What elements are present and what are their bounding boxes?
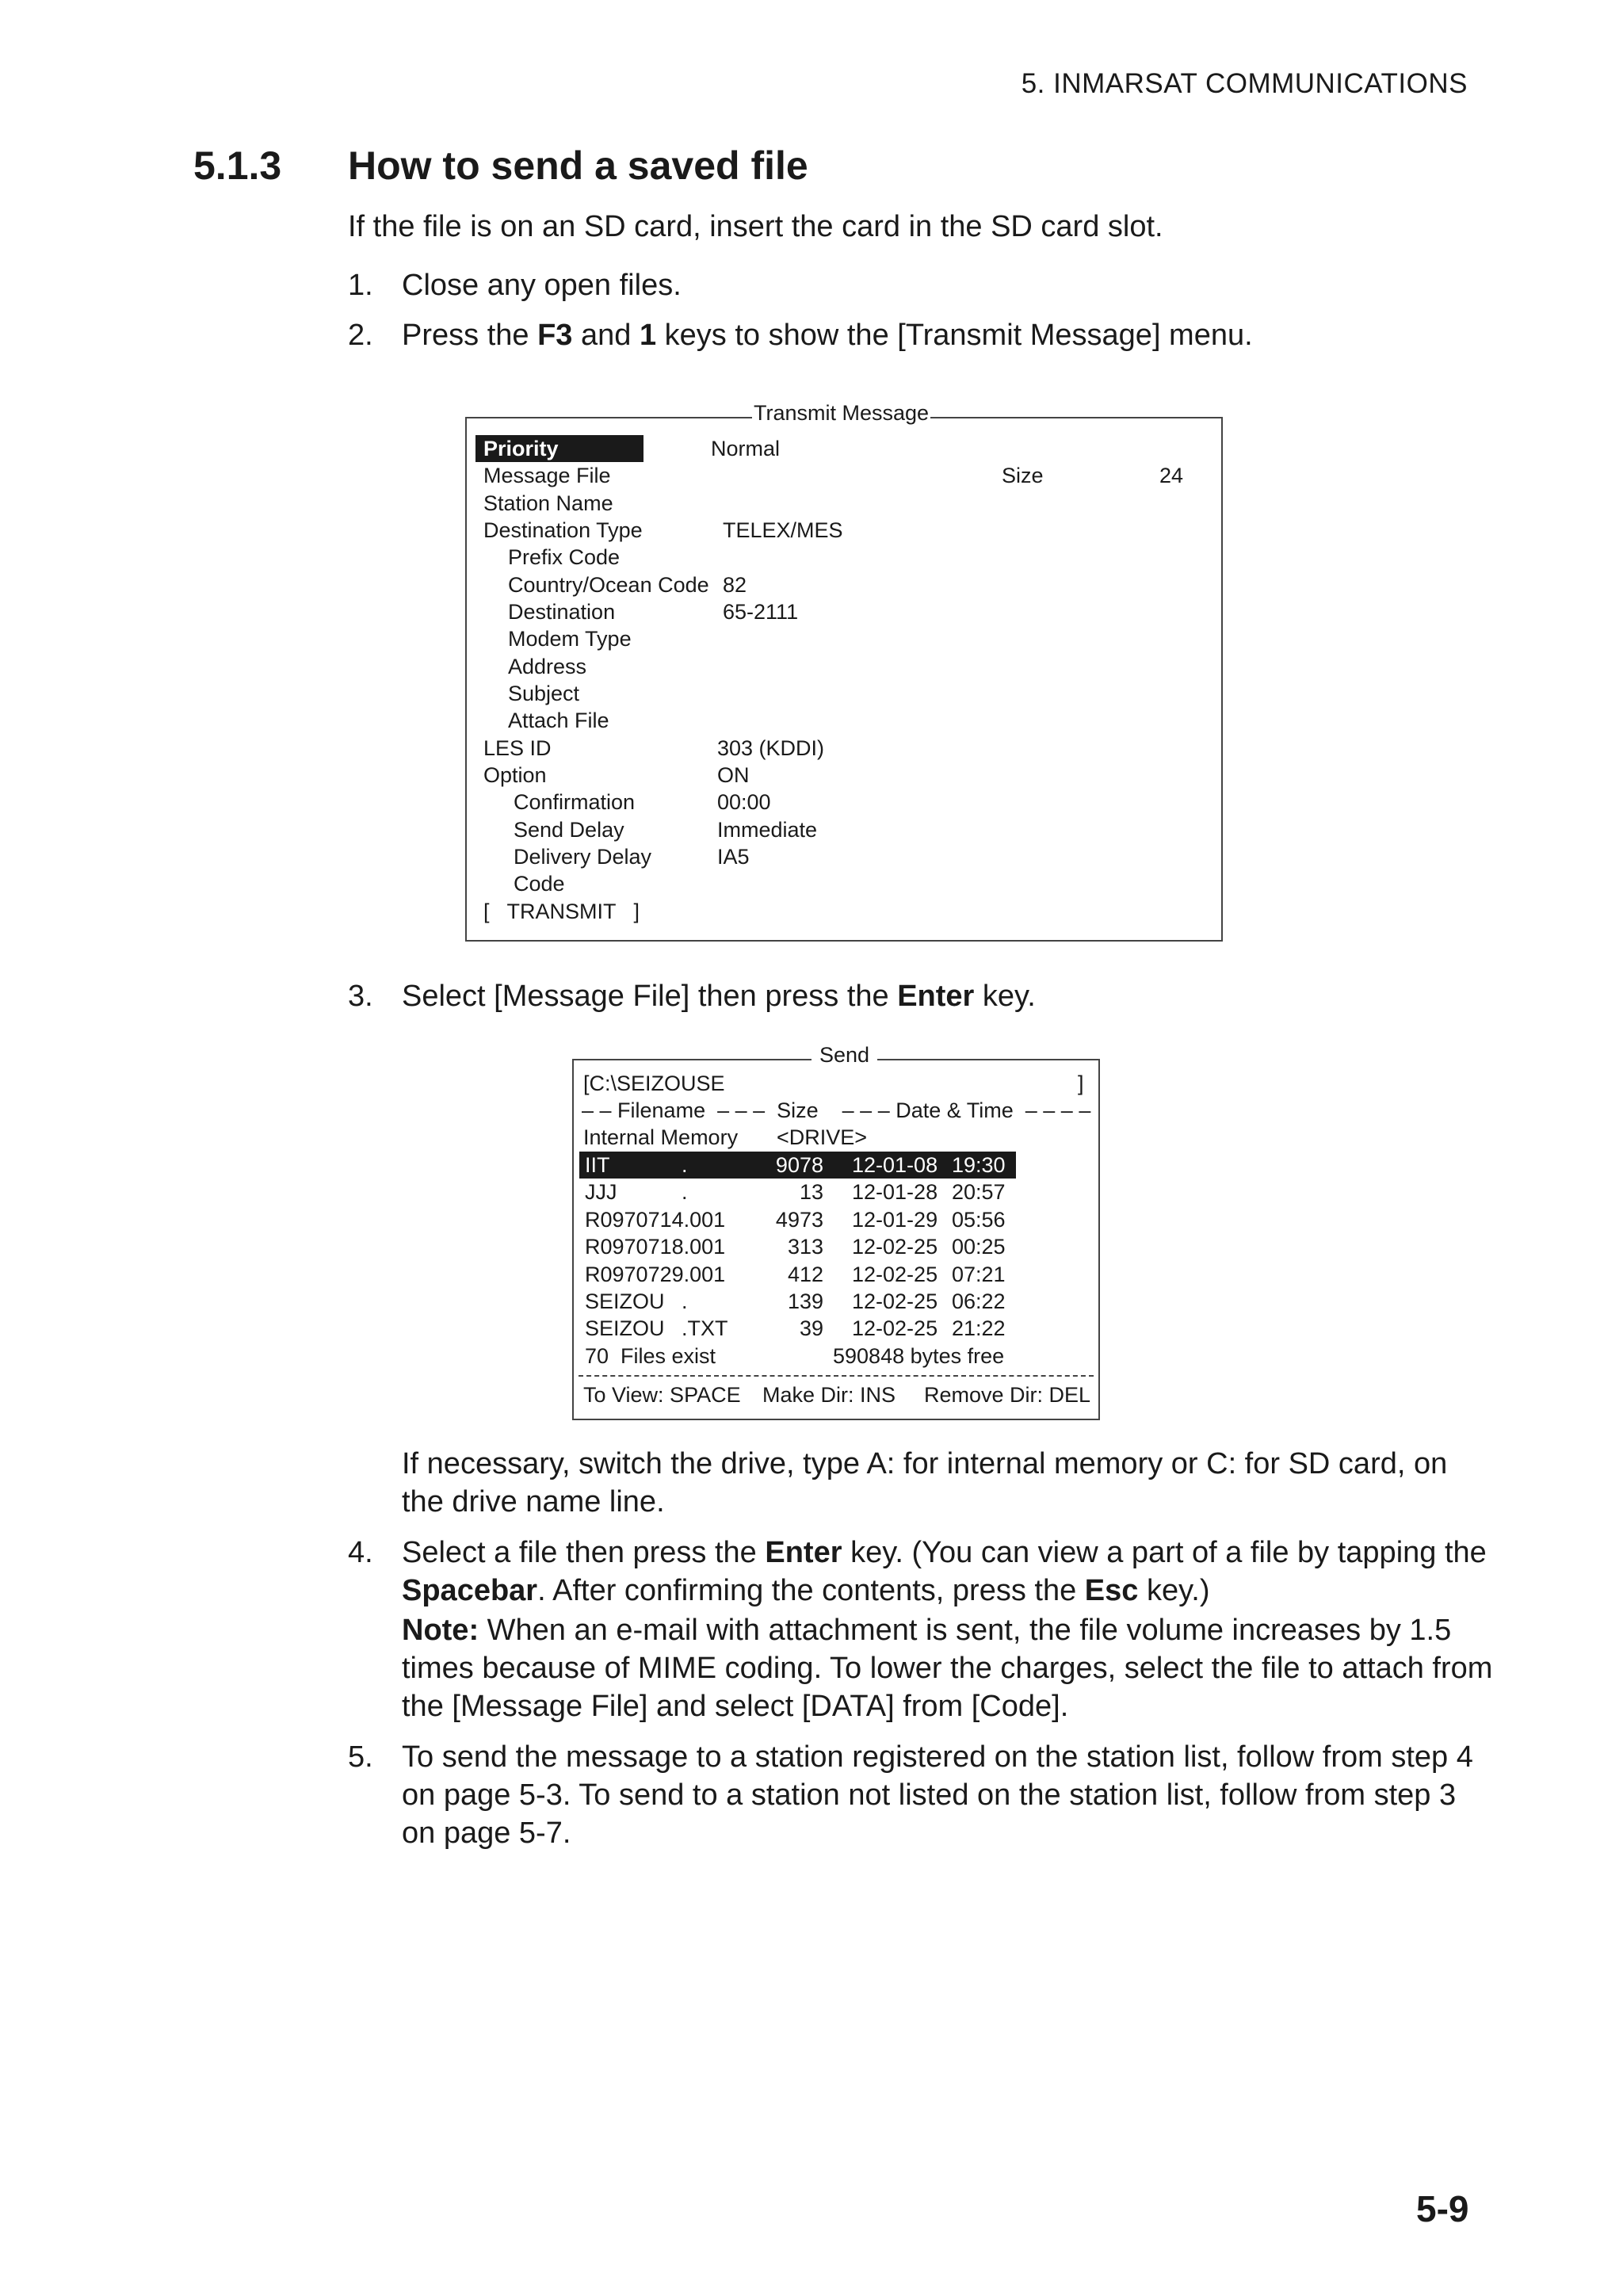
les-id-value: 303 (KDDI) bbox=[717, 736, 825, 760]
file-name: SEIZOU bbox=[585, 1316, 665, 1340]
file-date: 12-01-29 bbox=[852, 1208, 938, 1232]
file-time: 06:22 bbox=[952, 1289, 1006, 1313]
intro-paragraph: If the file is on an SD card, insert the card in the SD card slot. bbox=[348, 210, 1163, 243]
size-value: 24 bbox=[1159, 464, 1184, 487]
file-time: 20:57 bbox=[952, 1180, 1006, 1204]
confirmation-value: 00:00 bbox=[717, 790, 771, 814]
step-3-note-line-1: If necessary, switch the drive, type A: for internal memory or C: for SD card, on bbox=[402, 1447, 1448, 1480]
note-line-2: times because of MIME coding. To lower the charges, select the file to attach from bbox=[402, 1652, 1493, 1685]
step-text: Select [Message File] then press the Enter key. bbox=[402, 980, 1036, 1013]
menu-item-code[interactable]: Code bbox=[514, 872, 565, 896]
file-time: 00:25 bbox=[952, 1235, 1006, 1259]
send-delay-value: Immediate bbox=[717, 818, 818, 842]
page-number: 5-9 bbox=[1416, 2188, 1469, 2229]
file-date: 12-02-25 bbox=[852, 1289, 938, 1313]
menu-item-country-code[interactable]: Country/Ocean Code bbox=[508, 573, 709, 597]
option-value: ON bbox=[717, 763, 750, 787]
step-number: 3. bbox=[348, 980, 373, 1013]
menu-item-destination-type[interactable]: Destination Type bbox=[483, 518, 643, 542]
drive-tag: <DRIVE> bbox=[777, 1125, 868, 1149]
file-size: 13 bbox=[799, 1180, 823, 1204]
menu-item-subject[interactable]: Subject bbox=[508, 682, 580, 705]
menu-item-address[interactable]: Address bbox=[508, 655, 587, 678]
file-date: 12-02-25 bbox=[852, 1263, 938, 1286]
size-label: Size bbox=[1002, 464, 1044, 487]
menu-item-les-id[interactable]: LES ID bbox=[483, 736, 552, 760]
menu-item-option[interactable]: Option bbox=[483, 763, 547, 787]
step-number: 5. bbox=[348, 1740, 373, 1774]
step-text-line-1: To send the message to a station registered on the station list, follow from step 4 bbox=[402, 1740, 1473, 1774]
file-time: 19:30 bbox=[952, 1153, 1006, 1177]
menu-item-attach-file[interactable]: Attach File bbox=[508, 709, 609, 732]
section-number: 5.1.3 bbox=[193, 143, 282, 188]
file-name: IIT bbox=[585, 1153, 610, 1177]
delivery-delay-value: IA5 bbox=[717, 845, 750, 869]
file-ext: . bbox=[682, 1180, 688, 1204]
help-remove-dir: Remove Dir: DEL bbox=[924, 1383, 1091, 1407]
transmit-button[interactable]: [ TRANSMIT ] bbox=[483, 900, 640, 923]
step-5-line-3: on page 5-7. bbox=[402, 1817, 571, 1850]
help-view: To View: SPACE bbox=[583, 1383, 741, 1407]
step-4-line-2: Spacebar. After confirming the contents, press the Esc key.) bbox=[402, 1574, 1210, 1607]
chapter-header: 5. INMARSAT COMMUNICATIONS bbox=[1021, 68, 1468, 99]
file-date: 12-01-28 bbox=[852, 1180, 938, 1204]
bytes-free: 590848 bytes free bbox=[833, 1344, 1005, 1368]
priority-value: Normal bbox=[711, 437, 781, 460]
drive-name[interactable]: Internal Memory bbox=[583, 1125, 739, 1149]
menu-item-prefix-code[interactable]: Prefix Code bbox=[508, 545, 621, 569]
step-number: 4. bbox=[348, 1536, 373, 1569]
step-text: Press the F3 and 1 keys to show the [Transmit Message] menu. bbox=[402, 319, 1253, 352]
menu-item-destination[interactable]: Destination bbox=[508, 600, 616, 624]
transmit-message-title: Transmit Message bbox=[754, 401, 930, 425]
step-5-line-2: on page 5-3. To send to a station not listed on the station list, follow from step 3 bbox=[402, 1778, 1457, 1812]
file-date: 12-01-08 bbox=[852, 1153, 938, 1177]
file-size: 412 bbox=[787, 1263, 823, 1286]
file-ext: . bbox=[682, 1289, 688, 1313]
file-date: 12-02-25 bbox=[852, 1316, 938, 1340]
note-line-3: the [Message File] and select [DATA] from [Code]. bbox=[402, 1690, 1069, 1723]
drive-path[interactable]: [C:\SEIZOUSE bbox=[583, 1072, 725, 1095]
destination-value: 65-2111 bbox=[723, 600, 799, 624]
menu-item-send-delay[interactable]: Send Delay bbox=[514, 818, 624, 842]
file-size: 9078 bbox=[775, 1153, 823, 1177]
step-number: 1. bbox=[348, 269, 373, 302]
menu-item-modem-type[interactable]: Modem Type bbox=[508, 627, 632, 651]
file-size: 313 bbox=[787, 1235, 823, 1259]
menu-item-station-name[interactable]: Station Name bbox=[483, 491, 613, 515]
send-panel-title: Send bbox=[812, 1043, 877, 1068]
file-time: 07:21 bbox=[952, 1263, 1006, 1286]
menu-item-message-file[interactable]: Message File bbox=[483, 464, 611, 487]
step-text: Close any open files. bbox=[402, 269, 682, 302]
file-name: R0970729.001 bbox=[585, 1263, 726, 1286]
file-date: 12-02-25 bbox=[852, 1235, 938, 1259]
file-name: JJJ bbox=[585, 1180, 617, 1204]
menu-item-priority[interactable]: Priority bbox=[475, 435, 643, 462]
file-name: R0970718.001 bbox=[585, 1235, 726, 1259]
file-list-header: – – Filename – – – Size – – – Date & Time – – – – bbox=[582, 1098, 1091, 1122]
file-name: SEIZOU bbox=[585, 1289, 665, 1313]
file-time: 05:56 bbox=[952, 1208, 1006, 1232]
step-text-line-1: Select a file then press the Enter key. (You can view a part of a file by tapping the bbox=[402, 1536, 1487, 1569]
drive-path-end: ] bbox=[1078, 1072, 1084, 1095]
file-size: 4973 bbox=[775, 1208, 823, 1232]
menu-item-delivery-delay[interactable]: Delivery Delay bbox=[514, 845, 652, 869]
step-number: 2. bbox=[348, 319, 373, 352]
destination-type-value: TELEX/MES bbox=[723, 518, 843, 542]
step-3-note-line-2: the drive name line. bbox=[402, 1485, 665, 1519]
file-size: 39 bbox=[799, 1316, 823, 1340]
files-count: 70 Files exist bbox=[585, 1344, 716, 1368]
file-name: R0970714.001 bbox=[585, 1208, 726, 1232]
note-line-1: Note: When an e-mail with attachment is sent, the file volume increases by 1.5 bbox=[402, 1614, 1452, 1647]
help-make-dir: Make Dir: INS bbox=[762, 1383, 896, 1407]
file-time: 21:22 bbox=[952, 1316, 1006, 1340]
menu-item-confirmation[interactable]: Confirmation bbox=[514, 790, 636, 814]
divider bbox=[579, 1375, 1094, 1377]
file-size: 139 bbox=[787, 1289, 823, 1313]
file-ext: . bbox=[682, 1153, 688, 1177]
file-ext: .TXT bbox=[682, 1316, 728, 1340]
country-code-value: 82 bbox=[723, 573, 747, 597]
section-title: How to send a saved file bbox=[348, 143, 808, 188]
